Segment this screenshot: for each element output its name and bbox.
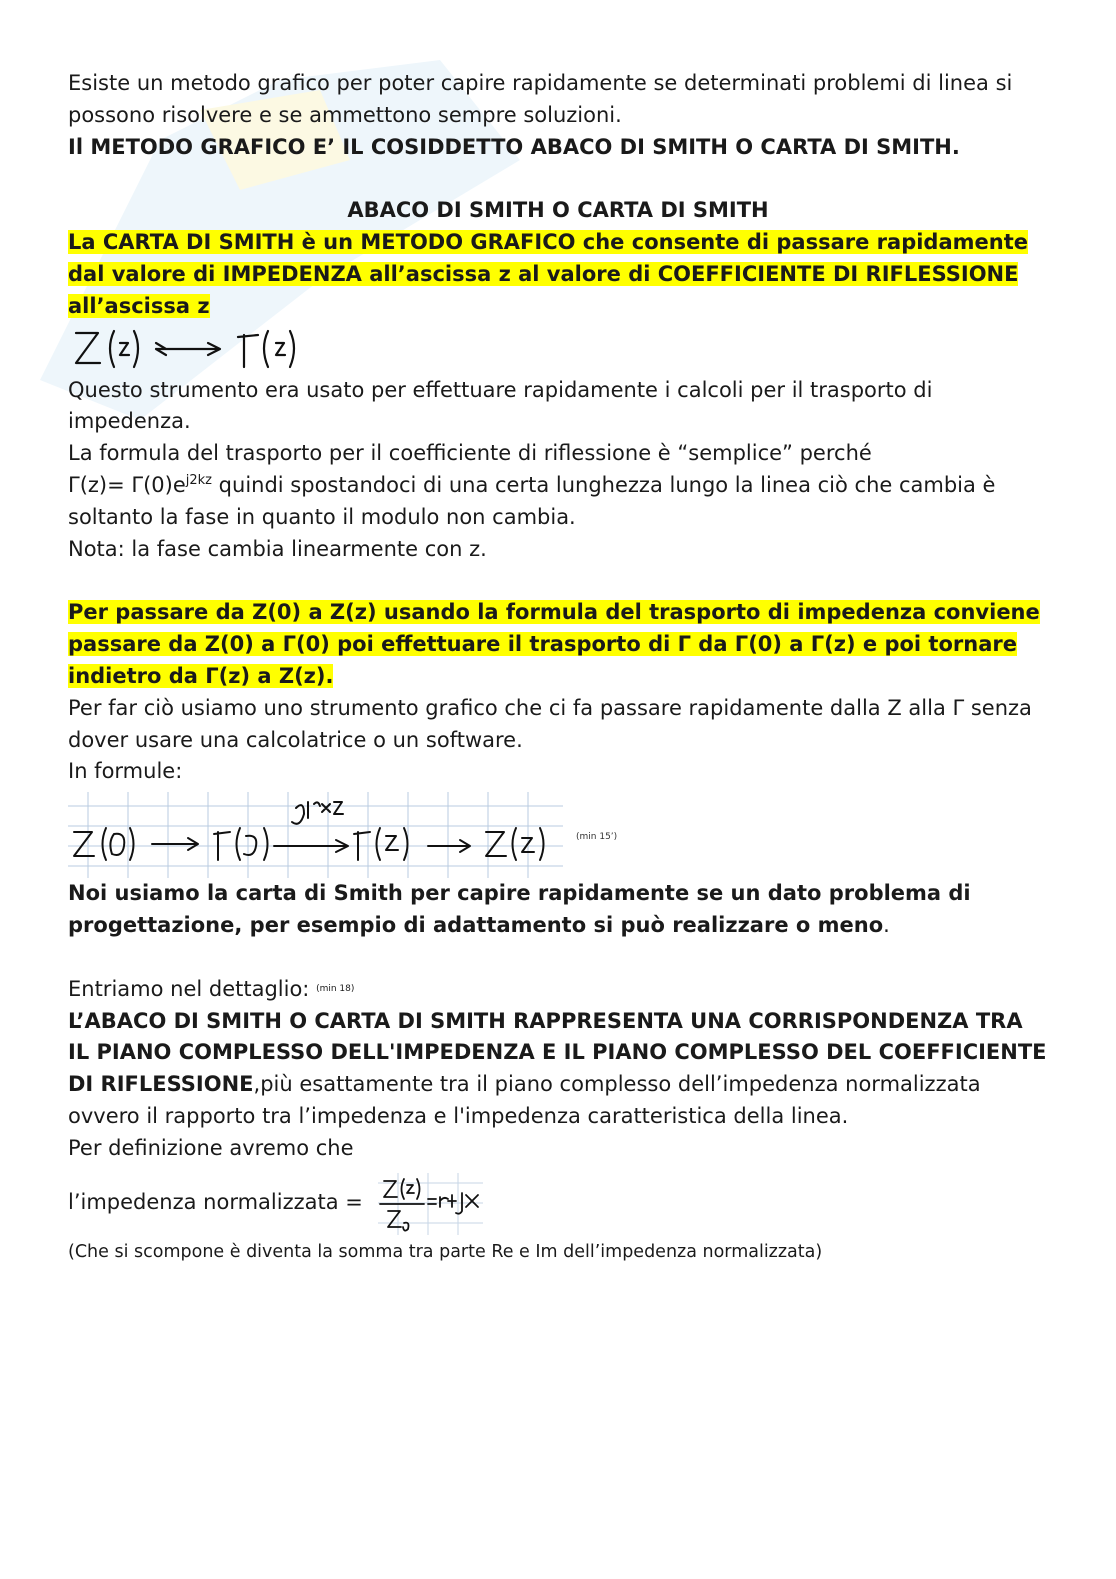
gamma-formula-exponent: j2kz — [185, 472, 212, 488]
highlight-procedure-text: Per passare da Z(0) a Z(z) usando la formula del trasporto di impedenza conviene passare da Z(0) a Γ(0) poi effettuare il trasporto di Γ da Γ(0) a Γ(z) e poi tornare indietro da Γ(z) a Z(z). — [68, 600, 1040, 688]
highlight-definition — [68, 227, 1048, 322]
document-page — [68, 68, 1048, 1268]
smith-correspondence-bold: L’ABACO DI SMITH O CARTA DI SMITH RAPPRESENTA UNA CORRISPONDENZA TRA IL PIANO COMPLESSO DELL'IMPEDENZA E IL PIANO COMPLESSO DEL COEFFICIENTE DI RIFLESSIONE — [68, 1008, 1047, 1097]
design-text-end: . — [883, 912, 890, 937]
definition-intro: Per definizione avremo che — [68, 1135, 354, 1160]
design-text — [68, 878, 1048, 942]
smith-correspondence-rest: ,più esattamente tra il piano complesso dell’impedenza normalizzata ovvero il rapporto tra l’impedenza e l'impedenza caratteristica della linea. — [68, 1072, 981, 1129]
tool-text: Questo strumento era usato per effettuare rapidamente i calcoli per il trasporto di impedenza. — [68, 377, 933, 434]
detail-intro-text: Entriamo nel dettaglio: — [68, 976, 317, 1001]
intro-text: Esiste un metodo grafico per poter capire rapidamente se determinati problemi di linea si possono risolvere e se ammettono sempre soluzioni. — [68, 71, 1013, 127]
normalized-impedance-label: l’impedenza normalizzata = — [68, 1189, 363, 1214]
timestamp-min18: (min 18) — [316, 983, 355, 994]
handwritten-z-gamma-formula — [68, 323, 328, 377]
handwritten-chain-formula — [68, 792, 568, 878]
formula-intro: La formula del trasporto per il coefficiente di riflessione è “semplice” perché — [68, 441, 872, 466]
graphic-tool-text: Per far ciò usiamo uno strumento grafico che ci fa passare rapidamente dalla Z alla Γ senza dover usare una calcolatrice o un software. — [68, 695, 1032, 752]
phase-note: Nota: la fase cambia linearmente con z. — [68, 536, 487, 561]
handwritten-chain — [68, 792, 1048, 878]
timestamp-min15: (min 15’) — [576, 832, 618, 843]
smith-correspondence — [68, 1006, 1048, 1133]
gamma-formula-a: Γ(z)= Γ(0)e — [68, 472, 186, 497]
in-formulas-label: In formule: — [68, 759, 183, 784]
handwritten-normalized-impedance — [378, 1173, 488, 1235]
section-heading: ABACO DI SMITH O CARTA DI SMITH — [347, 198, 769, 223]
highlight-procedure — [68, 597, 1048, 692]
decomposition-note: (Che si scompone è diventa la somma tra parte Re e Im dell’impedenza normalizzata) — [68, 1241, 823, 1262]
design-text-bold: Noi usiamo la carta di Smith per capire rapidamente se un dato problema di progettazione, per esempio di adattamento si può realizzare o meno — [68, 881, 971, 937]
handwritten-mapping — [68, 323, 1048, 375]
gamma-formula-text — [68, 470, 1048, 534]
normalized-impedance-row — [68, 1173, 1048, 1237]
intro-bold: Il METODO GRAFICO E’ IL COSIDDETTO ABACO DI SMITH O CARTA DI SMITH. — [68, 134, 960, 159]
gamma-formula-b: quindi spostandoci di una certa lunghezza lungo la linea ciò che cambia è soltanto la fase in quanto il modulo non cambia. — [68, 472, 996, 529]
detail-intro — [68, 974, 1048, 1006]
highlight-definition-text: La CARTA DI SMITH è un METODO GRAFICO che consente di passare rapidamente dal valore di IMPEDENZA all’ascissa z al valore di COEFFICIENTE DI RIFLESSIONE all’ascissa z — [68, 230, 1028, 318]
